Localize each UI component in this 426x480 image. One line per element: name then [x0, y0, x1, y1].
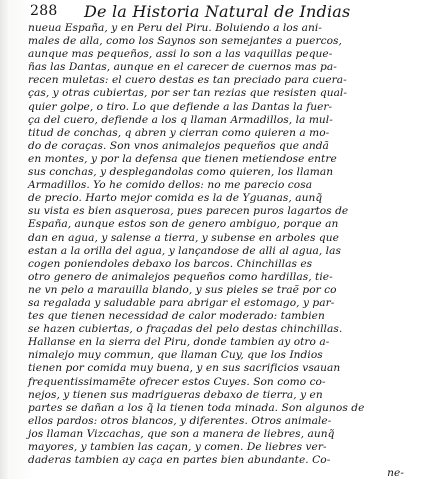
text-line: nueua España, y en Peru del Piru. Boluiendo a los ani-	[28, 22, 322, 34]
text-line: ellos pardos: otros blancos, y diferentes. Otros animale-	[28, 414, 332, 427]
text-line: jos llaman Vizcachas, que son a manera de liebres, aunq̃	[28, 427, 335, 440]
text-line: otro genero de animalejos pequeños como hardillas, tie-	[28, 270, 333, 283]
text-line: estan a la orilla del agua, y lançandose de alli al agua, las	[28, 244, 341, 257]
gutter-shadow	[0, 0, 10, 479]
text-line: males de alla, como los Saynos son semejantes a puercos,	[28, 35, 342, 48]
text-line: Hallanse en la sierra del Piru, donde tambien ay otro a-	[28, 336, 330, 349]
body-text	[28, 22, 418, 480]
running-title: De la Historia Natural de Indias	[84, 2, 351, 21]
text-line: ne vn pelo a marauilla blando, y sus pieles se traẽ por co	[28, 283, 337, 296]
text-line: en montes, y por la defensa que tienen metiendose entre	[28, 152, 337, 165]
text-line: quier golpe, o tiro. Lo que defiende a las Dantas la fuer-	[28, 100, 333, 113]
text-line: cogen poniendoles debaxo los barcos. Chinchillas es	[28, 257, 313, 270]
text-line: do de coraças. Son vnos animalejos pequeños que andã	[28, 139, 329, 152]
text-line: sa regalada y saludable para abrigar el estomago, y par-	[28, 296, 335, 309]
text-line: aunque mas pequeños, assi lo son a las vaquillas peque-	[28, 48, 333, 61]
text-line: tienen por comida muy buena, y en sus sacrificios vsauan	[28, 362, 341, 375]
text-line: ças, y otras cubiertas, por ser tan rezias que resisten qual-	[28, 87, 347, 100]
text-line: tes que tienen necessidad de calor moderado: tambien	[28, 310, 325, 323]
text-line: su vista es bien asquerosa, pues parecen puros lagartos de	[28, 205, 349, 218]
text-line: frequentissimamẽte ofrecer estos Cuyes. Son como co-	[28, 375, 326, 388]
text-line: mayores, y tambien las caçan, y comen. De liebres ver-	[28, 441, 327, 453]
text-line: ça del cuero, defiende a los q llaman Armadillos, la mul-	[28, 113, 333, 126]
text-line: nimalejo muy commun, que llaman Cuy, que los Indios	[28, 349, 323, 362]
text-line: de precio. Harto mejor comida es la de Yguanas, aunq̃	[28, 192, 323, 205]
text-line: ñas las Dantas, aunque en el carecer de cuernos mas pa-	[28, 61, 337, 74]
text-line: dan en agua, y salense a tierra, y subense en arboles que	[28, 231, 339, 244]
catchword: ne-	[387, 467, 404, 480]
text-line: nejos, y tienen sus madrigueras debaxo de tierra, y en	[28, 388, 323, 401]
text-line: partes se dañan a los q̃ la tienen toda minada. Son algunos de	[28, 401, 365, 414]
text-line: se hazen cubiertas, o fraçadas del pelo destas chinchillas.	[28, 323, 343, 336]
page-number: 288	[30, 3, 58, 19]
text-line: España, aunque estos son de genero ambiguo, porque an	[28, 218, 339, 231]
text-line: Armadillos. Yo he comido dellos: no me parecio cosa	[28, 179, 313, 192]
text-line: sus conchas, y desplegandolas como quieren, los llaman	[28, 166, 334, 179]
text-line: titud de conchas, q abren y cierran como quieren a mo-	[28, 126, 330, 139]
text-line: daderas tambien ay caça en partes bien abundante. Co-	[28, 454, 331, 467]
text-line: recen muletas: el cuero destas es tan preciado para cuera-	[28, 74, 347, 87]
